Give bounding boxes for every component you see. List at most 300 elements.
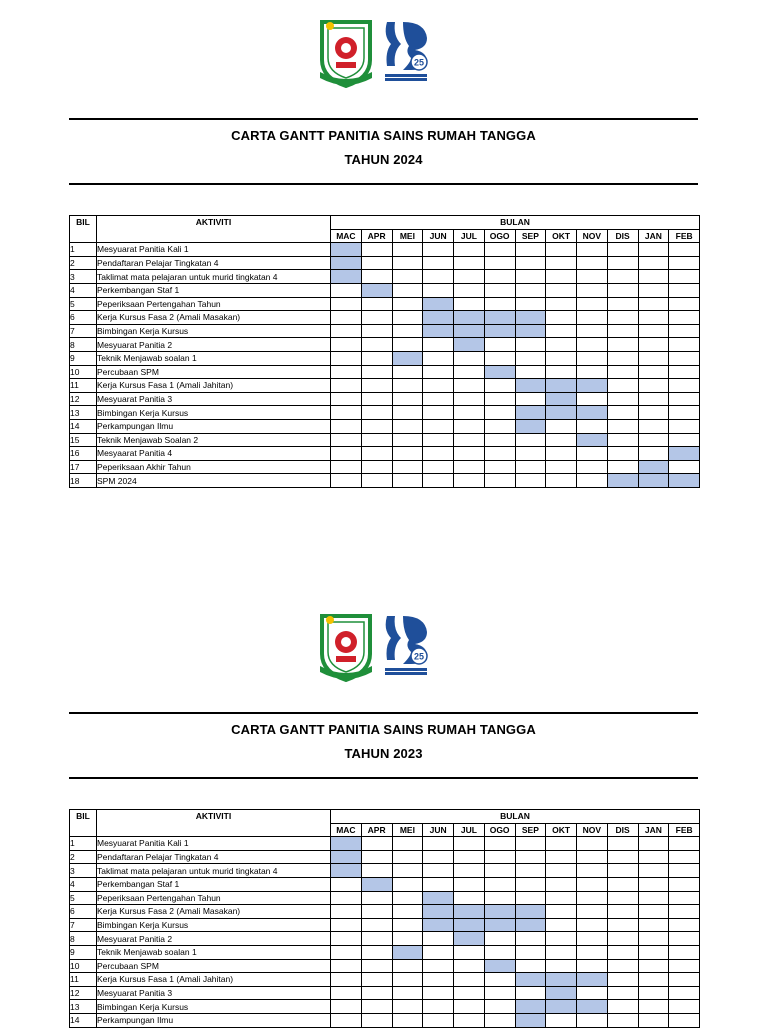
gantt-bar-cell [515, 406, 546, 420]
column-header-bil: BIL [70, 810, 97, 837]
gantt-empty-cell [423, 379, 454, 393]
gantt-empty-cell [392, 311, 423, 325]
gantt-bar-cell [331, 837, 362, 851]
gantt-empty-cell [361, 918, 392, 932]
gantt-empty-cell [454, 256, 485, 270]
gantt-empty-cell [392, 392, 423, 406]
gantt-empty-cell [515, 986, 546, 1000]
gantt-empty-cell [669, 433, 700, 447]
gantt-empty-cell [577, 270, 608, 284]
gantt-empty-cell [669, 311, 700, 325]
gantt-empty-cell [361, 365, 392, 379]
gantt-empty-cell [515, 365, 546, 379]
gantt-bar-cell [423, 891, 454, 905]
agency-25-logo [381, 612, 431, 676]
gantt-empty-cell [392, 283, 423, 297]
gantt-empty-cell [577, 419, 608, 433]
gantt-empty-cell [546, 256, 577, 270]
row-number: 7 [70, 324, 97, 338]
gantt-empty-cell [392, 447, 423, 461]
gantt-empty-cell [607, 270, 638, 284]
page-title: CARTA GANTT PANITIA SAINS RUMAH TANGGA [231, 128, 536, 143]
gantt-bar-cell [331, 864, 362, 878]
gantt-empty-cell [454, 891, 485, 905]
gantt-empty-cell [392, 365, 423, 379]
gantt-empty-cell [669, 1013, 700, 1027]
gantt-bar-cell [515, 419, 546, 433]
gantt-empty-cell [423, 1013, 454, 1027]
gantt-empty-cell [515, 877, 546, 891]
bottom-rule [69, 777, 698, 779]
gantt-empty-cell [361, 986, 392, 1000]
gantt-empty-cell [392, 918, 423, 932]
table-row [70, 433, 700, 447]
gantt-empty-cell [423, 850, 454, 864]
gantt-empty-cell [515, 270, 546, 284]
gantt-empty-cell [638, 433, 669, 447]
activity-name: Bimbingan Kerja Kursus [97, 406, 331, 420]
gantt-empty-cell [484, 1013, 515, 1027]
row-number: 16 [70, 447, 97, 461]
gantt-empty-cell [454, 474, 485, 488]
gantt-empty-cell [331, 351, 362, 365]
gantt-empty-cell [484, 945, 515, 959]
gantt-empty-cell [638, 447, 669, 461]
page-year: TAHUN 2024 [344, 152, 423, 167]
gantt-empty-cell [392, 850, 423, 864]
gantt-empty-cell [638, 945, 669, 959]
gantt-empty-cell [454, 1000, 485, 1014]
gantt-empty-cell [577, 986, 608, 1000]
gantt-empty-cell [454, 864, 485, 878]
activity-name: Mesyuarat Panitia 3 [97, 392, 331, 406]
gantt-empty-cell [607, 379, 638, 393]
gantt-bar-cell [484, 918, 515, 932]
table-row [70, 959, 700, 973]
table-row [70, 905, 700, 919]
gantt-empty-cell [361, 379, 392, 393]
gantt-empty-cell [669, 460, 700, 474]
gantt-bar-cell [331, 270, 362, 284]
gantt-empty-cell [638, 243, 669, 257]
gantt-bar-cell [361, 283, 392, 297]
gantt-empty-cell [577, 243, 608, 257]
gantt-empty-cell [577, 837, 608, 851]
table-row [70, 932, 700, 946]
gantt-bar-cell [454, 338, 485, 352]
table-row [70, 324, 700, 338]
activity-name: Perkampungan Ilmu [97, 1013, 331, 1027]
gantt-table [69, 215, 700, 488]
gantt-table [69, 809, 700, 1028]
column-header-bulan: BULAN [331, 810, 700, 824]
gantt-empty-cell [638, 283, 669, 297]
gantt-bar-cell [546, 973, 577, 987]
top-rule [69, 118, 698, 120]
gantt-empty-cell [515, 243, 546, 257]
gantt-empty-cell [423, 973, 454, 987]
gantt-empty-cell [669, 864, 700, 878]
gantt-empty-cell [669, 365, 700, 379]
gantt-empty-cell [454, 365, 485, 379]
row-number: 6 [70, 311, 97, 325]
agency-25-logo [381, 18, 431, 82]
gantt-empty-cell [484, 932, 515, 946]
gantt-empty-cell [361, 905, 392, 919]
gantt-empty-cell [669, 324, 700, 338]
gantt-bar-cell [638, 474, 669, 488]
table-row [70, 379, 700, 393]
gantt-empty-cell [607, 419, 638, 433]
gantt-empty-cell [638, 406, 669, 420]
gantt-empty-cell [638, 837, 669, 851]
gantt-empty-cell [669, 905, 700, 919]
gantt-empty-cell [361, 324, 392, 338]
gantt-empty-cell [546, 932, 577, 946]
gantt-empty-cell [577, 474, 608, 488]
gantt-empty-cell [331, 474, 362, 488]
gantt-empty-cell [607, 297, 638, 311]
row-number: 5 [70, 891, 97, 905]
gantt-empty-cell [454, 877, 485, 891]
gantt-empty-cell [361, 406, 392, 420]
table-row [70, 283, 700, 297]
gantt-empty-cell [361, 270, 392, 284]
gantt-empty-cell [454, 433, 485, 447]
gantt-empty-cell [423, 864, 454, 878]
table-row [70, 864, 700, 878]
gantt-empty-cell [607, 392, 638, 406]
gantt-empty-cell [423, 986, 454, 1000]
gantt-empty-cell [515, 447, 546, 461]
gantt-empty-cell [607, 877, 638, 891]
gantt-empty-cell [577, 297, 608, 311]
gantt-empty-cell [577, 460, 608, 474]
table-row [70, 256, 700, 270]
table-row [70, 365, 700, 379]
gantt-empty-cell [331, 973, 362, 987]
gantt-bar-cell [546, 406, 577, 420]
logo-bar [0, 16, 768, 96]
row-number: 15 [70, 433, 97, 447]
gantt-empty-cell [484, 256, 515, 270]
row-number: 1 [70, 837, 97, 851]
gantt-empty-cell [669, 419, 700, 433]
gantt-empty-cell [361, 311, 392, 325]
gantt-empty-cell [484, 419, 515, 433]
gantt-empty-cell [484, 460, 515, 474]
gantt-empty-cell [669, 891, 700, 905]
gantt-empty-cell [331, 1000, 362, 1014]
gantt-empty-cell [669, 243, 700, 257]
gantt-empty-cell [638, 311, 669, 325]
gantt-empty-cell [546, 324, 577, 338]
activity-name: Teknik Menjawab soalan 1 [97, 945, 331, 959]
gantt-empty-cell [423, 365, 454, 379]
month-header: MAC [331, 229, 362, 243]
gantt-empty-cell [546, 474, 577, 488]
gantt-empty-cell [546, 433, 577, 447]
gantt-empty-cell [392, 324, 423, 338]
gantt-empty-cell [638, 351, 669, 365]
gantt-empty-cell [546, 837, 577, 851]
row-number: 13 [70, 1000, 97, 1014]
row-number: 11 [70, 973, 97, 987]
gantt-empty-cell [423, 419, 454, 433]
month-header: JUN [423, 823, 454, 837]
month-header: DIS [607, 229, 638, 243]
gantt-bar-cell [515, 973, 546, 987]
gantt-empty-cell [484, 379, 515, 393]
gantt-empty-cell [423, 256, 454, 270]
activity-name: Kerja Kursus Fasa 1 (Amali Jahitan) [97, 379, 331, 393]
gantt-empty-cell [546, 1013, 577, 1027]
gantt-empty-cell [454, 283, 485, 297]
gantt-bar-cell [577, 973, 608, 987]
month-header: MAC [331, 823, 362, 837]
gantt-empty-cell [546, 959, 577, 973]
gantt-empty-cell [331, 392, 362, 406]
gantt-bar-cell [546, 986, 577, 1000]
gantt-empty-cell [484, 1000, 515, 1014]
gantt-empty-cell [361, 945, 392, 959]
gantt-empty-cell [392, 1013, 423, 1027]
row-number: 9 [70, 945, 97, 959]
gantt-empty-cell [454, 392, 485, 406]
gantt-empty-cell [607, 338, 638, 352]
gantt-empty-cell [607, 837, 638, 851]
gantt-empty-cell [669, 986, 700, 1000]
table-row [70, 837, 700, 851]
gantt-empty-cell [392, 460, 423, 474]
gantt-bar-cell [515, 1013, 546, 1027]
gantt-empty-cell [454, 460, 485, 474]
gantt-empty-cell [515, 474, 546, 488]
gantt-empty-cell [546, 365, 577, 379]
gantt-empty-cell [669, 379, 700, 393]
gantt-empty-cell [546, 891, 577, 905]
gantt-empty-cell [361, 932, 392, 946]
gantt-empty-cell [669, 351, 700, 365]
gantt-bar-cell [361, 877, 392, 891]
gantt-empty-cell [331, 324, 362, 338]
gantt-empty-cell [638, 365, 669, 379]
gantt-bar-cell [546, 1000, 577, 1014]
gantt-empty-cell [484, 392, 515, 406]
gantt-empty-cell [454, 243, 485, 257]
gantt-empty-cell [454, 837, 485, 851]
gantt-empty-cell [607, 460, 638, 474]
row-number: 6 [70, 905, 97, 919]
gantt-empty-cell [577, 945, 608, 959]
activity-name: Mesyuarat Panitia Kali 1 [97, 837, 331, 851]
row-number: 4 [70, 283, 97, 297]
row-number: 10 [70, 959, 97, 973]
table-row [70, 338, 700, 352]
gantt-empty-cell [392, 406, 423, 420]
gantt-empty-cell [484, 338, 515, 352]
activity-name: Pendaftaran Pelajar Tingkatan 4 [97, 850, 331, 864]
gantt-bar-cell [484, 311, 515, 325]
row-number: 8 [70, 932, 97, 946]
gantt-empty-cell [484, 351, 515, 365]
gantt-bar-cell [546, 392, 577, 406]
activity-name: Peperiksaan Pertengahan Tahun [97, 891, 331, 905]
gantt-empty-cell [423, 351, 454, 365]
agency-logo-number: 25 [413, 57, 425, 68]
gantt-empty-cell [546, 270, 577, 284]
row-number: 13 [70, 406, 97, 420]
activity-name: SPM 2024 [97, 474, 331, 488]
gantt-empty-cell [577, 864, 608, 878]
table-row [70, 918, 700, 932]
gantt-empty-cell [607, 447, 638, 461]
gantt-empty-cell [361, 419, 392, 433]
gantt-empty-cell [361, 447, 392, 461]
gantt-empty-cell [577, 918, 608, 932]
table-row [70, 406, 700, 420]
row-number: 10 [70, 365, 97, 379]
gantt-empty-cell [392, 256, 423, 270]
table-row [70, 243, 700, 257]
gantt-empty-cell [423, 392, 454, 406]
gantt-empty-cell [638, 918, 669, 932]
table-row [70, 1000, 700, 1014]
row-number: 1 [70, 243, 97, 257]
gantt-empty-cell [331, 932, 362, 946]
gantt-bar-cell [423, 297, 454, 311]
gantt-empty-cell [515, 837, 546, 851]
gantt-empty-cell [454, 270, 485, 284]
table-row [70, 474, 700, 488]
activity-name: Percubaan SPM [97, 959, 331, 973]
gantt-empty-cell [392, 297, 423, 311]
table-row [70, 351, 700, 365]
table-row [70, 447, 700, 461]
gantt-bar-cell [454, 905, 485, 919]
activity-name: Mesyaarat Panitia 4 [97, 447, 331, 461]
row-number: 2 [70, 256, 97, 270]
gantt-empty-cell [392, 864, 423, 878]
gantt-empty-cell [515, 945, 546, 959]
month-header: JUL [454, 823, 485, 837]
gantt-bar-cell [423, 324, 454, 338]
table-row [70, 311, 700, 325]
gantt-empty-cell [392, 270, 423, 284]
gantt-empty-cell [454, 850, 485, 864]
gantt-empty-cell [484, 973, 515, 987]
gantt-empty-cell [484, 837, 515, 851]
gantt-empty-cell [361, 460, 392, 474]
gantt-empty-cell [515, 850, 546, 864]
row-number: 9 [70, 351, 97, 365]
gantt-bar-cell [577, 433, 608, 447]
gantt-empty-cell [331, 406, 362, 420]
gantt-empty-cell [577, 447, 608, 461]
gantt-empty-cell [577, 905, 608, 919]
table-row [70, 460, 700, 474]
gantt-empty-cell [423, 474, 454, 488]
gantt-empty-cell [669, 392, 700, 406]
gantt-empty-cell [454, 1013, 485, 1027]
gantt-empty-cell [484, 877, 515, 891]
gantt-empty-cell [331, 365, 362, 379]
gantt-empty-cell [484, 447, 515, 461]
gantt-empty-cell [392, 891, 423, 905]
gantt-empty-cell [331, 986, 362, 1000]
gantt-empty-cell [331, 379, 362, 393]
header-row [70, 810, 700, 824]
school-crest-logo [316, 16, 376, 88]
gantt-empty-cell [484, 283, 515, 297]
gantt-empty-cell [577, 392, 608, 406]
gantt-empty-cell [607, 324, 638, 338]
gantt-empty-cell [423, 243, 454, 257]
gantt-empty-cell [638, 891, 669, 905]
gantt-empty-cell [361, 392, 392, 406]
row-number: 14 [70, 419, 97, 433]
gantt-empty-cell [607, 433, 638, 447]
gantt-empty-cell [577, 932, 608, 946]
gantt-empty-cell [546, 297, 577, 311]
gantt-bar-cell [515, 1000, 546, 1014]
gantt-empty-cell [607, 891, 638, 905]
gantt-empty-cell [546, 447, 577, 461]
row-number: 17 [70, 460, 97, 474]
gantt-empty-cell [454, 986, 485, 1000]
gantt-empty-cell [392, 243, 423, 257]
gantt-empty-cell [392, 419, 423, 433]
gantt-empty-cell [515, 959, 546, 973]
column-header-bulan: BULAN [331, 216, 700, 230]
row-number: 12 [70, 986, 97, 1000]
activity-name: Perkampungan Ilmu [97, 419, 331, 433]
gantt-empty-cell [515, 433, 546, 447]
gantt-empty-cell [331, 1013, 362, 1027]
gantt-empty-cell [638, 1013, 669, 1027]
gantt-empty-cell [423, 877, 454, 891]
activity-name: Bimbingan Kerja Kursus [97, 1000, 331, 1014]
gantt-empty-cell [454, 945, 485, 959]
gantt-bar-cell [669, 474, 700, 488]
gantt-empty-cell [577, 338, 608, 352]
gantt-bar-cell [484, 905, 515, 919]
gantt-empty-cell [669, 837, 700, 851]
activity-name: Taklimat mata pelajaran untuk murid tingkatan 4 [97, 864, 331, 878]
gantt-bar-cell [484, 324, 515, 338]
gantt-empty-cell [515, 460, 546, 474]
gantt-empty-cell [669, 297, 700, 311]
gantt-empty-cell [331, 905, 362, 919]
gantt-empty-cell [607, 905, 638, 919]
gantt-empty-cell [577, 877, 608, 891]
gantt-empty-cell [515, 256, 546, 270]
gantt-empty-cell [638, 270, 669, 284]
gantt-empty-cell [607, 959, 638, 973]
activity-name: Mesyuarat Panitia 3 [97, 986, 331, 1000]
month-header: MEI [392, 823, 423, 837]
activity-name: Kerja Kursus Fasa 2 (Amali Masakan) [97, 311, 331, 325]
gantt-empty-cell [638, 379, 669, 393]
gantt-empty-cell [392, 932, 423, 946]
gantt-empty-cell [484, 850, 515, 864]
gantt-bar-cell [331, 256, 362, 270]
gantt-empty-cell [392, 986, 423, 1000]
gantt-empty-cell [607, 283, 638, 297]
gantt-empty-cell [607, 243, 638, 257]
month-header: APR [361, 823, 392, 837]
activity-name: Kerja Kursus Fasa 2 (Amali Masakan) [97, 905, 331, 919]
